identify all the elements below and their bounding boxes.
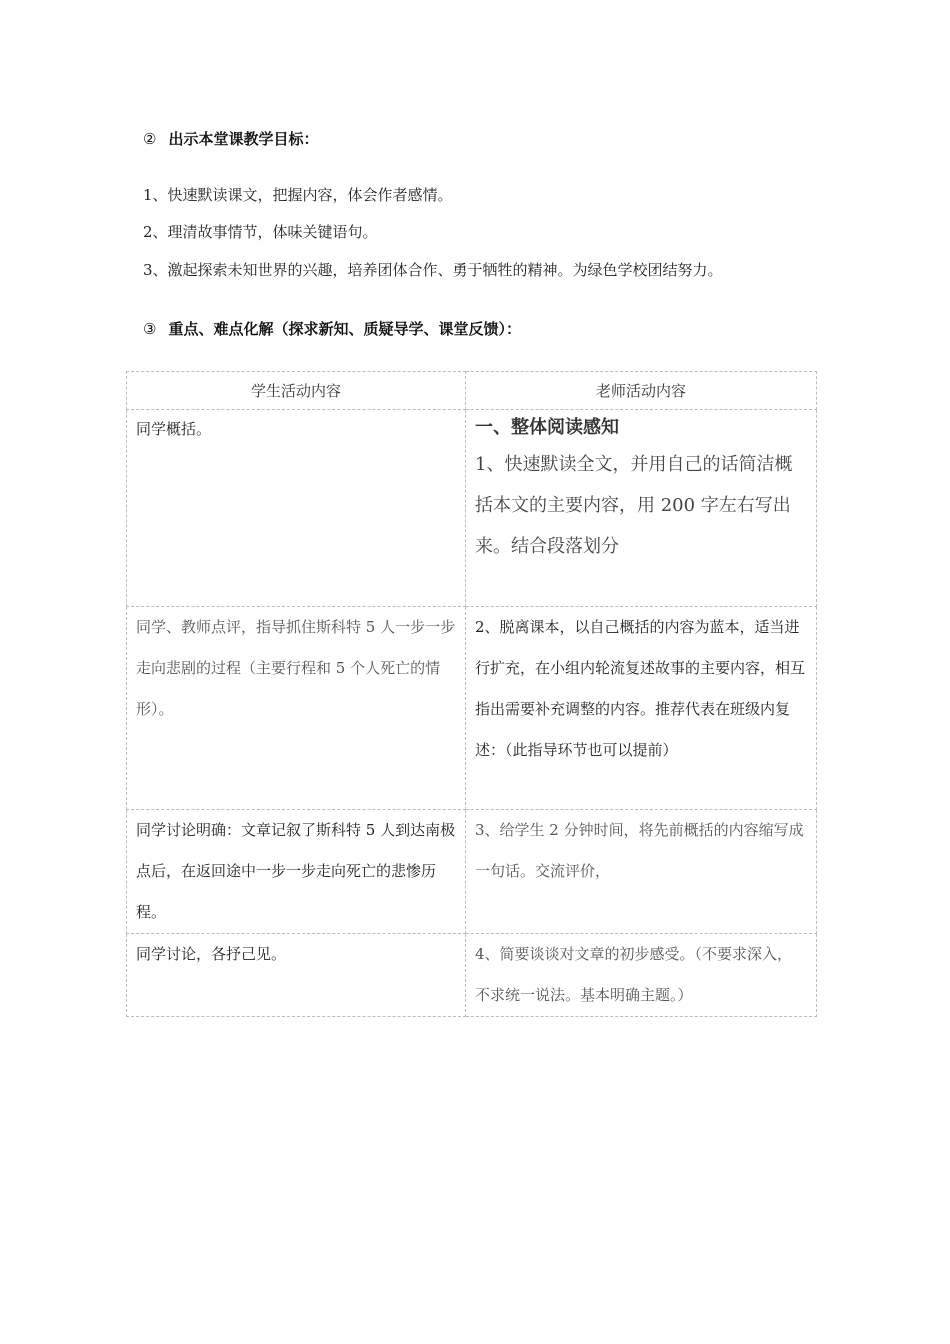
section-3-heading (143, 318, 521, 339)
student-text: 同学、教师点评，指导抓住斯科特 5 人一步一步走向悲剧的过程（主要行程和 5 个人死亡的情形）。 (136, 618, 456, 718)
teacher-text: 4、简要谈谈对文章的初步感受。（不要求深入，不求统一说法。基本明确主题。） (475, 945, 793, 1004)
student-text: 同学讨论，各抒己见。 (136, 945, 287, 963)
teacher-section-title: 一、整体阅读感知 (475, 417, 619, 438)
header-student-activities: 学生活动内容 (127, 372, 466, 410)
section-2-number: ② (143, 130, 157, 148)
goal-item-3: 3、激起探索未知世界的兴趣，培养团体合作、勇于牺牲的精神。为绿色学校团结努力。 (143, 261, 723, 279)
student-cell (127, 934, 466, 1017)
section-2-heading (143, 128, 318, 149)
section-3-title: 重点、难点化解（探求新知、质疑导学、课堂反馈）： (168, 320, 521, 338)
teacher-cell (466, 810, 817, 934)
teacher-text: 1、快速默读全文，并用自己的话简洁概括本文的主要内容，用 200 字左右写出来。结合段落划分 (475, 454, 793, 557)
teacher-text: 2、脱离课本，以自己概括的内容为蓝本，适当进行扩充，在小组内轮流复述故事的主要内容，相互指出需要补充调整的内容。推荐代表在班级内复述：（此指导环节也可以提前） (475, 618, 806, 759)
goal-item-2: 2、理清故事情节，体味关键语句。 (143, 223, 378, 241)
header-teacher-activities: 老师活动内容 (466, 372, 817, 410)
table-row (127, 410, 817, 607)
teacher-cell (466, 410, 817, 607)
teacher-content (466, 410, 816, 567)
section-2-title: 出示本堂课教学目标： (168, 130, 319, 148)
activity-table (126, 371, 817, 1017)
student-text: 同学概括。 (136, 420, 212, 438)
teacher-text: 3、给学生 2 分钟时间，将先前概括的内容缩写成一句话。交流评价， (475, 821, 804, 880)
teacher-cell (466, 607, 817, 810)
student-text: 同学讨论明确：文章记叙了斯科特 5 人到达南极点后，在返回途中一步一步走向死亡的悲惨历程。 (136, 821, 456, 921)
student-cell (127, 607, 466, 810)
goal-item-1: 1、快速默读课文，把握内容，体会作者感情。 (143, 186, 453, 204)
section-3-number: ③ (143, 320, 157, 338)
table-row (127, 934, 817, 1017)
teacher-cell (466, 934, 817, 1017)
student-cell (127, 410, 466, 607)
table-row (127, 810, 817, 934)
table-header-row (127, 372, 817, 410)
table-row (127, 607, 817, 810)
student-cell (127, 810, 466, 934)
